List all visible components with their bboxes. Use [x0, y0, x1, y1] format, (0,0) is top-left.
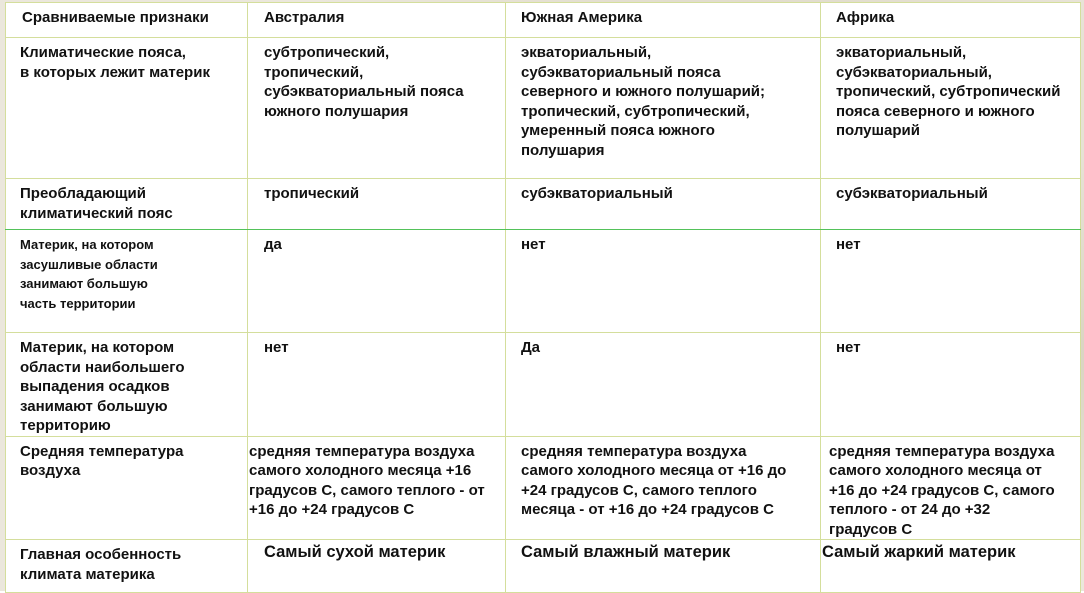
row-feature-arid-areas: Материк, на котором засушливые области занимают большую часть территории: [6, 230, 248, 333]
cell-australia: Самый сухой материк: [248, 540, 506, 593]
cell-africa: нет: [821, 230, 1081, 333]
cell-south-america: субэкваториальный: [506, 179, 821, 230]
table-row: [6, 38, 1081, 179]
cell-australia: субтропический, тропический, субэкваториальный пояса южного полушария: [248, 38, 506, 179]
cell-australia: тропический: [248, 179, 506, 230]
cell-south-america: Да: [506, 333, 821, 437]
cell-south-america: нет: [506, 230, 821, 333]
cell-australia: да: [248, 230, 506, 333]
header-features: Сравниваемые признаки: [6, 3, 248, 38]
row-feature-prevailing-zone: Преобладающий климатический пояс: [6, 179, 248, 230]
row-feature-main-climate-trait: Главная особенность климата материка: [6, 540, 248, 593]
cell-south-america: экваториальный, субэкваториальный пояса северного и южного полушарий; тропический, субтропический, умеренный пояса южного полушария: [506, 38, 821, 179]
cell-australia: средняя температура воздуха самого холодного месяца +16 градусов С, самого теплого - от +16 до +24 градусов С: [248, 436, 506, 540]
cell-africa: средняя температура воздуха самого холодного месяца от +16 до +24 градусов С, самого теплого - от 24 до +32 градусов С: [821, 436, 1081, 540]
cell-south-america: Самый влажный материк: [506, 540, 821, 593]
table-row: [6, 179, 1081, 230]
cell-africa: нет: [821, 333, 1081, 437]
cell-africa: Самый жаркий материк: [821, 540, 1081, 593]
row-feature-max-precipitation: Материк, на котором области наибольшего выпадения осадков занимают большую территорию: [6, 333, 248, 437]
table-row: [6, 436, 1081, 540]
cell-africa: субэкваториальный: [821, 179, 1081, 230]
header-africa: Африка: [821, 3, 1081, 38]
table-row: [6, 540, 1081, 593]
climate-comparison-table: [5, 2, 1081, 593]
cell-south-america: средняя температура воздуха самого холодного месяца от +16 до +24 градусов С, самого теплого месяца - от +16 до +24 градусов С: [506, 436, 821, 540]
row-feature-avg-temperature: Средняя температура воздуха: [6, 436, 248, 540]
table-row: [6, 230, 1081, 333]
table-header-row: [6, 3, 1081, 38]
header-south-america: Южная Америка: [506, 3, 821, 38]
row-feature-climate-zones: Климатические пояса, в которых лежит материк: [6, 38, 248, 179]
cell-australia: нет: [248, 333, 506, 437]
header-australia: Австралия: [248, 3, 506, 38]
table-row: [6, 333, 1081, 437]
cell-africa: экваториальный, субэкваториальный, тропический, субтропический пояса северного и южного полушарий: [821, 38, 1081, 179]
